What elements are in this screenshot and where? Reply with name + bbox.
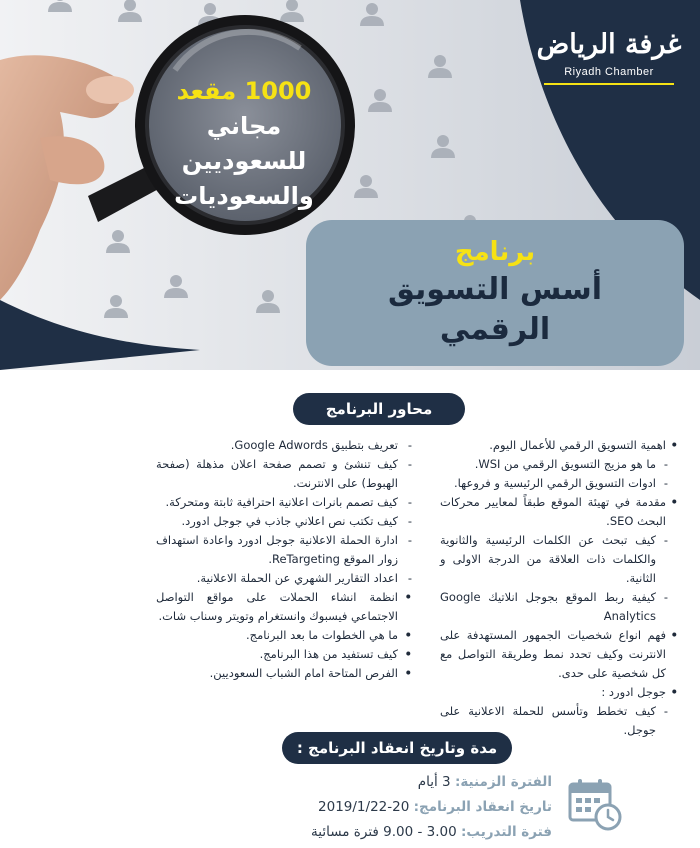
duration-value: 3 أيام — [417, 774, 451, 790]
lens-line-2: مجاني — [206, 112, 282, 140]
right-list — [440, 436, 680, 740]
axis-item: • انظمة انشاء الحملات على مواقع التواصل الاجتماعي فيسبوك وانستغرام وتويتر وسناب شات. — [156, 588, 418, 626]
seats-highlight: 1000 مقعد — [176, 77, 312, 105]
lens-text — [146, 74, 342, 214]
axis-item: • كيف تستفيد من هذا البرنامج. — [156, 645, 418, 664]
axis-item: • جوجل ادورد : — [440, 683, 680, 702]
date-value: 20-2019/1/22 — [318, 799, 410, 815]
axes-left-column — [156, 436, 418, 683]
time-row — [290, 820, 552, 845]
axis-item: - كيف تصمم بانرات اعلانية احترافية ثابتة ومتحركة. — [156, 493, 418, 512]
axes-right-column — [440, 436, 680, 740]
calendar-clock-icon — [568, 776, 624, 832]
axis-item: • اهمية التسويق الرقمي للأعمال اليوم. — [440, 436, 680, 455]
riyadh-chamber-logo — [534, 28, 684, 85]
title-line-2: أسس التسويق — [387, 272, 603, 307]
axis-item: - اعداد التقارير الشهري عن الحملة الاعلانية. — [156, 569, 418, 588]
lens-line-3: للسعوديين — [181, 147, 307, 175]
axis-item: - تعريف بتطبيق Google Adwords. — [156, 436, 418, 455]
axis-item: - كيف تبحث عن الكلمات الرئيسية والثانوية والكلمات ذات العلاقة من الدرجة الاولى و الثانية. — [440, 531, 680, 588]
lens-line-4: والسعوديات — [174, 182, 314, 210]
axis-item: - ادوات التسويق الرقمي الرئيسية و فروعها. — [440, 474, 680, 493]
axis-item: • ما هي الخطوات ما بعد البرنامج. — [156, 626, 418, 645]
axis-item: - ما هو مزيج التسويق الرقمي من WSI. — [440, 455, 680, 474]
axes-heading: محاور البرنامج — [293, 393, 465, 425]
axis-item: - ادارة الحملة الاعلانية جوجل ادورد واعادة استهداف زوار الموقع ReTargeting. — [156, 531, 418, 569]
axis-item: - كيفية ربط الموقع بجوجل انلاتيك Google Analytics — [440, 588, 680, 626]
axis-item: • مقدمة في تهيئة الموقع طبقاً لمعايير محركات البحث SEO. — [440, 493, 680, 531]
duration-label: الفترة الزمنية: — [454, 774, 552, 790]
time-label: فترة التدريب: — [461, 824, 552, 840]
duration-row — [290, 770, 552, 795]
left-list — [156, 436, 418, 683]
axis-item: - كيف تخطط وتأسس للحملة الاعلانية على جوجل. — [440, 702, 680, 740]
hero-banner — [0, 0, 700, 370]
logo-english: Riyadh Chamber — [564, 66, 654, 78]
title-line-3: الرقمي — [439, 312, 551, 347]
title-program-word: برنامج — [454, 237, 536, 267]
axis-item: • الفرص المتاحة امام الشباب السعوديين. — [156, 664, 418, 683]
program-title-box — [306, 220, 684, 366]
axis-item: • فهم انواع شخصيات الجمهور المستهدفة على الانترنت وكيف تحدد نمط وطريقة التواصل مع كل شخصية على حدى. — [440, 626, 680, 683]
axis-item: - كيف تنشئ و تصمم صفحة اعلان مذهلة (صفحة الهبوط) على الانترنت. — [156, 455, 418, 493]
date-row — [290, 795, 552, 820]
axis-item: - كيف تكتب نص اعلاني جاذب في جوجل ادورد. — [156, 512, 418, 531]
time-value: 3.00 - 9.00 فترة مسائية — [311, 824, 457, 840]
date-label: تاريخ انعقاد البرنامج: — [413, 799, 552, 815]
dates-heading: مدة وتاريخ انعقاد البرنامج : — [282, 732, 512, 764]
logo-underline — [544, 83, 674, 85]
program-axes — [150, 436, 680, 737]
logo-arabic: غرفة الرياض — [536, 29, 682, 60]
program-dates — [290, 770, 552, 845]
